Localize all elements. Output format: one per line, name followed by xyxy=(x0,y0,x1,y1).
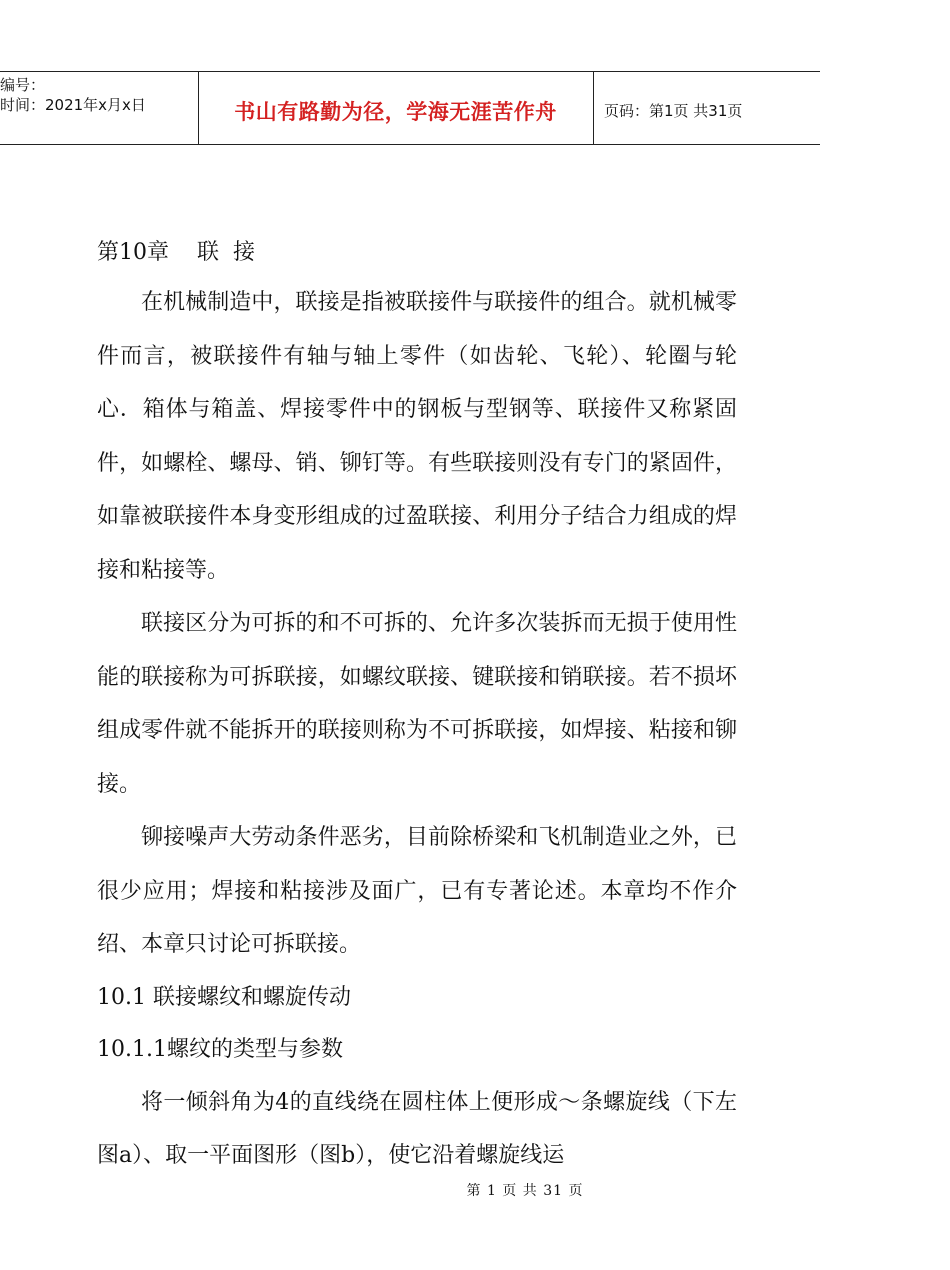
header-page-info: 页码：第1页 共31页 xyxy=(604,102,743,120)
header-divider xyxy=(593,72,594,144)
subsection-heading: 10.1.1螺纹的类型与参数 xyxy=(97,1036,343,1062)
document-id-label: 编号： xyxy=(0,76,46,94)
document-date-label: 时间：2021年x月x日 xyxy=(0,96,146,114)
header-motto: 书山有路勤为径，学海无涯苦作舟 xyxy=(234,100,557,124)
document-body xyxy=(97,230,737,1183)
section-heading: 10.1 联接螺纹和螺旋传动 xyxy=(97,984,351,1010)
page-footer: 第 1 页 共 31 页 xyxy=(466,1183,584,1199)
paragraph: 联接区分为可拆的和不可拆的、允许多次装拆而无损于使用性能的联接称为可拆联接，如螺纹联接、键联接和销联接。若不损坏组成零件就不能拆开的联接则称为不可拆联接，如焊接、粘接和铆接。 xyxy=(97,611,737,797)
paragraph: 铆接噪声大劳动条件恶劣，目前除桥梁和飞机制造业之外，已很少应用；焊接和粘接涉及面广，已有专著论述。本章均不作介绍、本章只讨论可拆联接。 xyxy=(97,825,737,957)
paragraph: 将一倾斜角为4的直线绕在圆柱体上便形成～条螺旋线（下左图a）、取一平面图形（图b），使它沿着螺旋线运 xyxy=(97,1089,737,1168)
paragraph: 在机械制造中，联接是指被联接件与联接件的组合。就机械零件而言，被联接件有轴与轴上零件（如齿轮、飞轮）、轮圈与轮心．箱体与箱盖、焊接零件中的钢板与型钢等、联接件又称紧固件，如螺栓、螺母、销、铆钉等。有些联接则没有专门的紧固件，如靠被联接件本身变形组成的过盈联接、利用分子结合力组成的焊接和粘接等。 xyxy=(97,290,737,583)
chapter-title: 第10章 联 接 xyxy=(97,240,255,265)
page-header xyxy=(0,71,820,145)
